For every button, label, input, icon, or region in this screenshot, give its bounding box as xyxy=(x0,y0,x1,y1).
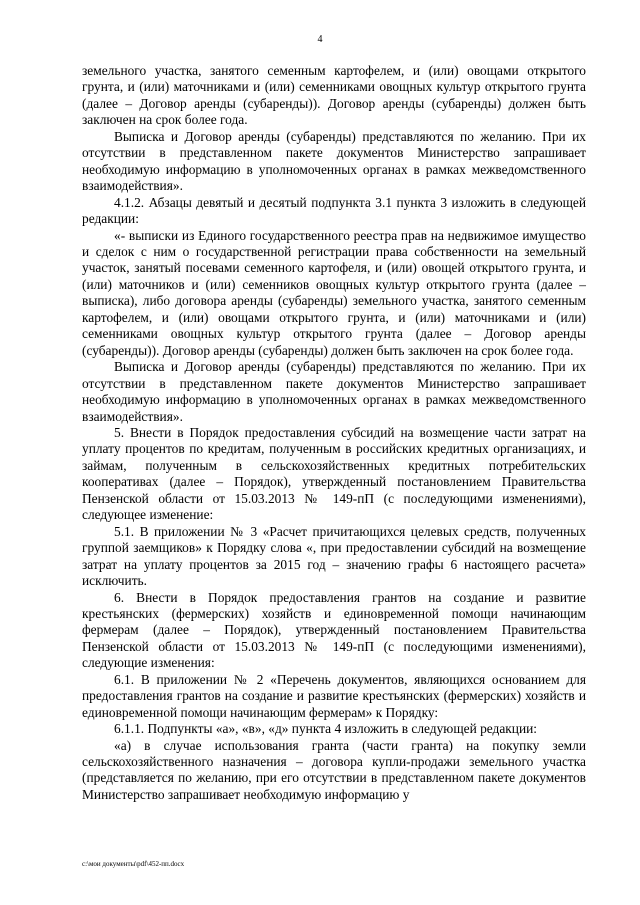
page-number: 4 xyxy=(317,34,323,45)
paragraph: 6.1.1. Подпункты «а», «в», «д» пункта 4 изложить в следующей редакции: xyxy=(114,721,538,737)
document-body xyxy=(82,63,586,803)
paragraph: 5.1. В приложении № 3 «Расчет причитающихся целевых средств, полученных группой заемщиков» к Порядку слова «, при предоставлении субсидий на возмещение затрат на уплату процентов за 2015 год – значению графы 6 настоящего расчета» исключить. xyxy=(82,523,586,589)
paragraph-quote: «- выписки из Единого государственного реестра прав на недвижимое имущество и сделок с ним о государственной регистрации права собственности на земельный участок, занятый посевами семенного картофеля, и (или) овощей открытого грунта, и (или) маточников и (или) семенников овощных культур открытого грунта (далее – выписка), либо договора аренды (субаренды) земельного участка, занятого семенным картофелем, и (или) овощами открытого грунта, и (или) маточниками и (или) семенниками овощных культур открытого грунта (далее – Договор аренды (субаренды)). Договор аренды (субаренды) должен быть заключен на срок более года. xyxy=(82,227,586,358)
paragraph: 6. Внести в Порядок предоставления грантов на создание и развитие крестьянских (фермерских) хозяйств и единовременной помощи начинающим фермерам (далее – Порядок), утвержденный постановлением Правительства Пензенской области от 15.03.2013 № 149-пП (с последующими изменениями), следующие изменения: xyxy=(82,589,586,671)
paragraph-continuation: земельного участка, занятого семенным картофелем, и (или) овощами открытого грунта, и (или) маточниками и (или) семенниками овощных культур открытого грунта (далее – Договор аренды (субаренды)). Договор аренды (субаренды) должен быть заключен на срок более года. xyxy=(82,63,586,128)
paragraph: «а) в случае использования гранта (части гранта) на покупку земли сельскохозяйственного назначения – договора купли-продажи земельного участка (представляется по желанию, при его отсутствии в представленном пакете документов Министерство запрашивает необходимую информацию у xyxy=(82,737,586,802)
paragraph: 6.1. В приложении № 2 «Перечень документов, являющихся основанием для предоставления грантов на создание и развитие крестьянских (фермерских) хозяйств и единовременной помощи начинающим фермерам» к Порядку: xyxy=(82,671,586,720)
paragraph: 5. Внести в Порядок предоставления субсидий на возмещение части затрат на уплату процентов по кредитам, полученным в российских кредитных организациях, и займам, полученным в сельскохозяйственных кредитных потребительских кооперативах (далее – Порядок), утвержденный постановлением Правительства Пензенской области от 15.03.2013 № 149-пП (с последующими изменениями), следующее изменение: xyxy=(82,424,586,523)
paragraph: Выписка и Договор аренды (субаренды) представляются по желанию. При их отсутствии в представленном пакете документов Министерство запрашивает необходимую информацию в уполномоченных органах в рамках межведомственного взаимодействия». xyxy=(82,359,586,424)
paragraph: 4.1.2. Абзацы девятый и десятый подпункта 3.1 пункта 3 изложить в следующей редакции: xyxy=(82,194,586,227)
footer-file-path: c:\мои документы\pdf\452-пп.docx xyxy=(82,860,185,868)
paragraph: Выписка и Договор аренды (субаренды) представляются по желанию. При их отсутствии в представленном пакете документов Министерство запрашивает необходимую информацию в уполномоченных органах в рамках межведомственного взаимодействия». xyxy=(82,128,586,194)
